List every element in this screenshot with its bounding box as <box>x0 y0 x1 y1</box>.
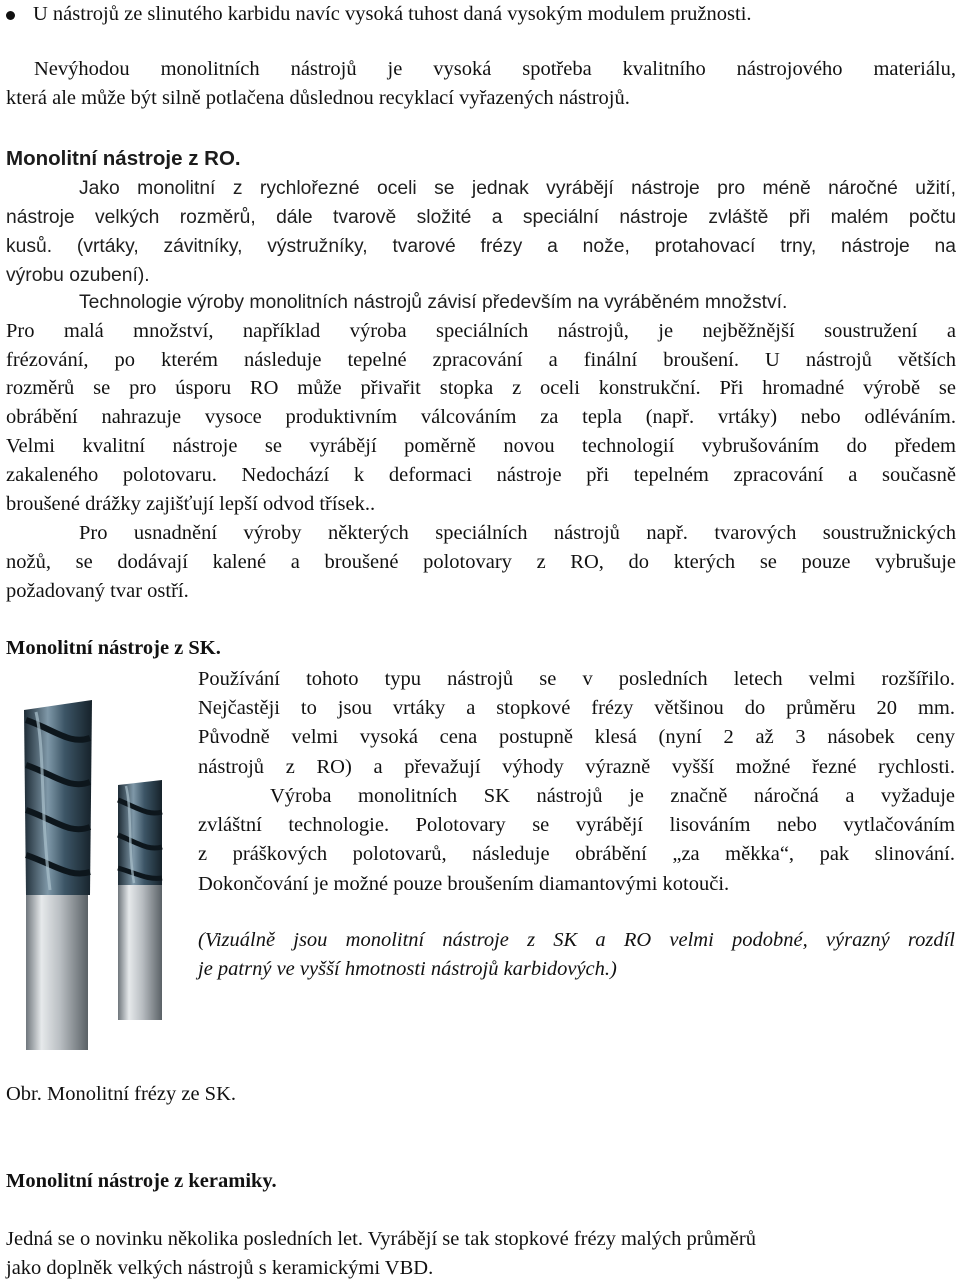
ro-p2-line: rozměrů se pro úsporu RO může přivařit stopka z oceli konstrukční. Při hromadné výrobě se <box>6 377 956 399</box>
bullet-item <box>0 0 960 30</box>
section-heading-ceramic: Monolitní nástroje z keramiky. <box>6 1170 277 1192</box>
intro-line-2: která ale může být silně potlačena důslednou recyklací vyřazených nástrojů. <box>6 87 630 109</box>
ro-p2-line: Velmi kvalitní nástroje se vyrábějí poměrně novou technologií vybrušováním do předem <box>6 435 956 457</box>
sk-p2-line: z práškových polotovarů, následuje obrábění „za měkka“, pak slinování. <box>198 843 955 866</box>
sk-paragraph-1 <box>198 665 955 782</box>
sk-p1-line: Nejčastěji to jsou vrtáky a stopkové frézy většinou do průměru 20 mm. <box>198 697 955 720</box>
ro-p2-line: Technologie výroby monolitních nástrojů závisí především na vyráběném množství. <box>79 292 788 313</box>
ceramic-line-1: Jedná se o novinku několika posledních let. Vyrábějí se tak stopkové frézy malých průměrů <box>6 1228 756 1250</box>
sk-p2-line: Výroba monolitních SK nástrojů je značně náročná a vyžaduje <box>270 785 955 807</box>
bullet-icon <box>6 11 15 20</box>
figure-caption: Obr. Monolitní frézy ze SK. <box>6 1083 237 1105</box>
end-mills-figure <box>0 690 200 1060</box>
ro-p1-line: nástroje velkých rozměrů, dále tvarově složité a speciální nástroje zvláště při malém počtu <box>6 207 956 228</box>
sk-p1-line: Původně velmi vysoká cena postupně klesá (nyní 2 až 3 násobek ceny <box>198 726 955 749</box>
sk-note-line: (Vizuálně jsou monolitní nástroje z SK a RO velmi podobné, výrazný rozdíl <box>198 929 955 951</box>
ro-p1-line: výrobu ozubení). <box>6 265 150 286</box>
bullet-text: U nástrojů ze slinutého karbidu navíc vysoká tuhost daná vysokým modulem pružnosti. <box>33 3 752 25</box>
intro-line-1: Nevýhodou monolitních nástrojů je vysoká spotřeba kvalitního nástrojového materiálu, <box>34 58 956 80</box>
ro-p2-line: obrábění nahrazuje vysoce produktivním válcováním za tepla (např. vrtáky) nebo odléváním. <box>6 406 956 428</box>
sk-note-line: je patrný ve vyšší hmotnosti nástrojů karbidových.) <box>198 958 617 981</box>
ro-p1-line: Jako monolitní z rychlořezné oceli se jednak vyrábějí nástroje pro méně náročné užití, <box>79 178 956 199</box>
section-heading-sk: Monolitní nástroje z SK. <box>6 637 221 659</box>
sk-p1-line: nástrojů z RO) a převažují výhody výrazně vyšší možné řezné rychlosti. <box>198 755 955 778</box>
ro-p2-line: zakaleného polotovaru. Nedochází k deformaci nástroje při tepelném zpracování a současně <box>6 464 956 486</box>
ro-p3-line: nožů, se dodávají kalené a broušené polotovary z RO, do kterých se pouze vybrušuje <box>6 551 956 573</box>
ceramic-line-2: jako doplněk velkých nástrojů s keramickými VBD. <box>6 1257 434 1279</box>
section-heading-ro: Monolitní nástroje z RO. <box>6 147 241 170</box>
sk-p2-line: zvláštní technologie. Polotovary se vyrábějí lisováním nebo vytlačováním <box>198 814 955 837</box>
ro-p3-line: požadovaný tvar ostří. <box>6 580 189 602</box>
sk-note <box>198 926 955 984</box>
sk-p2-line: Dokončování je možné pouze broušením diamantovými kotouči. <box>198 872 730 895</box>
sk-paragraph-2 <box>198 782 955 899</box>
ro-p2-line: broušené drážky zajišťují lepší odvod třísek.. <box>6 493 376 515</box>
ro-p2-line: Pro malá množství, například výroba speciálních nástrojů, je nejběžnější soustružení a <box>6 320 956 342</box>
ro-p2-line: frézování, po kterém následuje tepelné zpracování a finální broušení. U nástrojů větších <box>6 349 956 371</box>
end-mills-image <box>0 690 200 1060</box>
ro-p3-line: Pro usnadnění výroby některých speciálních nástrojů např. tvarových soustružnických <box>79 522 956 544</box>
ro-p1-line: kusů. (vrtáky, závitníky, výstružníky, tvarové frézy a nože, protahovací trny, nástroje na <box>6 236 956 257</box>
small-end-mill <box>118 780 162 1020</box>
sk-p1-line: Používání tohoto typu nástrojů se v posledních letech velmi rozšířilo. <box>198 668 955 690</box>
large-end-mill <box>24 700 92 1050</box>
